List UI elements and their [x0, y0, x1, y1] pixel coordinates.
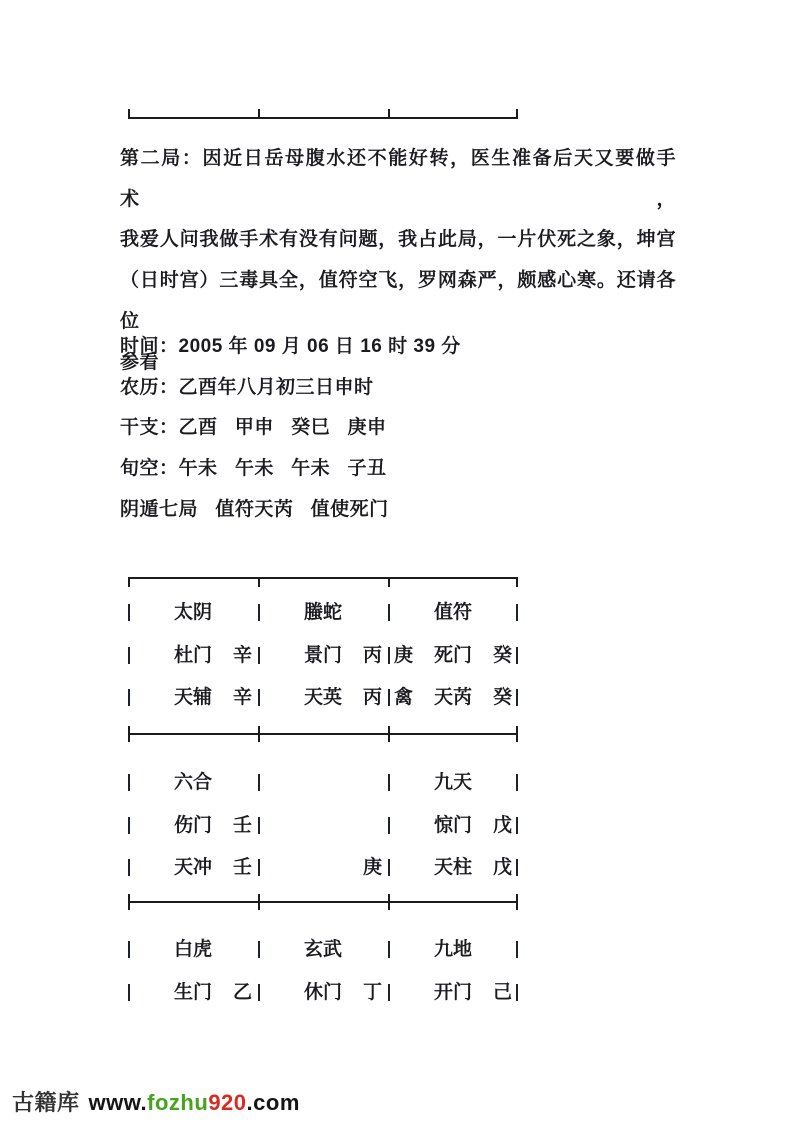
cell-divider-bar — [516, 774, 518, 791]
cell-center-text: 六合 — [173, 772, 212, 793]
cell-left-text — [264, 646, 286, 666]
chart-row — [128, 603, 518, 623]
chart-cell — [394, 603, 512, 623]
cell-divider-bar — [258, 774, 260, 791]
cell-left-text — [264, 603, 286, 623]
cell-right-text: 丙 — [362, 687, 382, 708]
cell-center-text: 景门 — [303, 645, 342, 666]
cell-right-text: 癸 — [492, 645, 512, 666]
paragraph-line: （日时宫）三毒具全，值符空飞，罗网森严，颇感心寒。还请各位 — [120, 270, 676, 332]
cell-divider-bar — [258, 941, 260, 958]
site-watermark-reflection — [12, 1109, 300, 1119]
chart-cell — [394, 773, 512, 793]
cell-right-text: 癸 — [492, 687, 512, 708]
cell-divider-bar — [516, 941, 518, 958]
chart-cell — [394, 983, 512, 1003]
cell-divider-bar — [258, 689, 260, 706]
cell-divider-bar — [258, 604, 260, 621]
cell-right-text: 己 — [492, 982, 512, 1003]
cell-divider-bar — [388, 604, 390, 621]
cell-left-text — [264, 983, 286, 1003]
cell-center-text: 九天 — [433, 772, 472, 793]
cell-center-text: 死门 — [433, 645, 472, 666]
paragraph-line: 第二局：因近日岳母腹水还不能好转，医生准备后天又要做手术， — [120, 148, 676, 210]
cell-center-text: 休门 — [303, 982, 342, 1003]
cell-center-text: 天芮 — [433, 687, 472, 708]
cell-center-text: 天冲 — [173, 857, 212, 878]
cell-divider-bar — [388, 817, 390, 834]
chart-cell — [134, 983, 252, 1003]
cell-right-text: 乙 — [232, 982, 252, 1003]
cell-left-text — [264, 688, 286, 708]
cell-right-text — [360, 940, 382, 960]
cell-left-text — [264, 773, 286, 793]
cell-right-text — [360, 773, 382, 793]
cell-right-text — [360, 603, 382, 623]
watermark-tld: .com — [246, 1090, 300, 1115]
chart-row — [128, 688, 518, 708]
cell-right-text: 戊 — [492, 857, 512, 878]
chart-cell — [394, 940, 512, 960]
chart-cell — [134, 858, 252, 878]
cell-right-text — [490, 603, 512, 623]
chart-cell — [394, 816, 512, 836]
cell-left-text — [134, 858, 156, 878]
cell-left-text: 禽 — [394, 687, 414, 708]
cell-left-text — [394, 940, 416, 960]
chart-cell — [264, 983, 382, 1003]
cell-right-text: 丁 — [362, 982, 382, 1003]
cell-left-text — [394, 983, 416, 1003]
cell-divider-bar — [388, 689, 390, 706]
cell-divider-bar — [128, 817, 130, 834]
cell-left-text — [264, 816, 286, 836]
metadata-line: 干支：乙酉 甲申 癸巳 庚申 — [120, 417, 387, 439]
watermark-site: fozhu — [147, 1090, 209, 1115]
cell-left-text — [394, 858, 416, 878]
cell-right-text — [230, 603, 252, 623]
cell-divider-bar — [516, 859, 518, 876]
cell-left-text — [134, 646, 156, 666]
cell-divider-bar — [258, 647, 260, 664]
cell-center-text — [286, 858, 360, 878]
cell-center-text: 白虎 — [173, 939, 212, 960]
cell-divider-bar — [128, 604, 130, 621]
metadata-line: 农历：乙酉年八月初三日申时 — [120, 376, 374, 398]
cell-divider-bar — [516, 817, 518, 834]
watermark-brand: 古籍库 — [12, 1090, 80, 1115]
chart-cell — [394, 646, 512, 666]
cell-center-text: 太阴 — [173, 602, 212, 623]
cell-divider-bar — [128, 774, 130, 791]
cell-divider-bar — [388, 647, 390, 664]
metadata-line: 旬空：午未 午未 午未 子丑 — [120, 458, 387, 480]
chart-cell — [264, 940, 382, 960]
chart-row-separator — [128, 726, 518, 742]
cell-left-text — [264, 940, 286, 960]
cell-center-text: 螣蛇 — [303, 602, 342, 623]
previous-table-bottom-rule — [128, 109, 518, 119]
cell-center-text: 杜门 — [173, 645, 212, 666]
chart-row-separator — [128, 894, 518, 910]
rule-line — [128, 733, 518, 735]
cell-center-text: 天英 — [303, 687, 342, 708]
cell-divider-bar — [516, 984, 518, 1001]
chart-cell — [264, 773, 382, 793]
chart-row — [128, 646, 518, 666]
chart-cell — [264, 816, 382, 836]
cell-divider-bar — [516, 689, 518, 706]
cell-center-text: 天柱 — [433, 857, 472, 878]
cell-left-text — [264, 858, 286, 878]
cell-center-text: 玄武 — [303, 939, 342, 960]
rule-line — [128, 117, 518, 119]
cell-center-text: 九地 — [433, 939, 472, 960]
cell-left-text — [134, 688, 156, 708]
chart-row — [128, 940, 518, 960]
cell-right-text: 丙 — [362, 645, 382, 666]
watermark-number: 920 — [208, 1090, 247, 1115]
chart-cell — [134, 646, 252, 666]
cell-divider-bar — [258, 984, 260, 1001]
cell-left-text — [134, 983, 156, 1003]
cell-right-text: 庚 — [362, 857, 382, 878]
rule-line — [128, 577, 518, 579]
cell-right-text: 辛 — [232, 687, 252, 708]
cell-divider-bar — [388, 774, 390, 791]
cell-divider-bar — [128, 984, 130, 1001]
cell-left-text — [394, 773, 416, 793]
cell-center-text: 惊门 — [433, 815, 472, 836]
metadata-line: 时间：2005 年 09 月 06 日 16 时 39 分 — [120, 336, 461, 357]
cell-center-text: 天辅 — [173, 687, 212, 708]
cell-center-text — [286, 816, 360, 836]
chart-cell — [134, 773, 252, 793]
divination-metadata — [120, 327, 461, 531]
cell-left-text: 庚 — [394, 645, 414, 666]
paragraph-line: 我爱人问我做手术有没有问题，我占此局，一片伏死之象，坤宫 — [120, 229, 676, 251]
cell-divider-bar — [516, 647, 518, 664]
chart-cell — [134, 816, 252, 836]
chart-cell — [264, 646, 382, 666]
cell-divider-bar — [516, 604, 518, 621]
cell-right-text — [490, 940, 512, 960]
chart-row — [128, 983, 518, 1003]
cell-right-text — [230, 773, 252, 793]
chart-cell — [264, 858, 382, 878]
cell-right-text — [490, 773, 512, 793]
cell-left-text — [394, 603, 416, 623]
cell-center-text: 值符 — [433, 602, 472, 623]
cell-center-text: 开门 — [433, 982, 472, 1003]
metadata-line: 阴遁七局 值符天芮 值使死门 — [120, 498, 389, 520]
cell-left-text — [134, 816, 156, 836]
cell-center-text — [286, 773, 360, 793]
chart-row — [128, 773, 518, 793]
cell-center-text: 生门 — [173, 982, 212, 1003]
cell-right-text: 辛 — [232, 645, 252, 666]
cell-divider-bar — [128, 941, 130, 958]
cell-right-text: 壬 — [232, 857, 252, 878]
cell-left-text — [134, 940, 156, 960]
cell-divider-bar — [128, 859, 130, 876]
rule-line — [128, 901, 518, 903]
cell-right-text — [360, 816, 382, 836]
chart-cell — [264, 688, 382, 708]
chart-top-border — [128, 577, 518, 587]
chart-cell — [394, 688, 512, 708]
cell-divider-bar — [388, 984, 390, 1001]
cell-right-text: 戊 — [492, 815, 512, 836]
chart-cell — [134, 688, 252, 708]
cell-divider-bar — [128, 647, 130, 664]
cell-divider-bar — [388, 941, 390, 958]
cell-center-text: 伤门 — [173, 815, 212, 836]
cell-divider-bar — [388, 859, 390, 876]
cell-divider-bar — [258, 859, 260, 876]
cell-divider-bar — [258, 817, 260, 834]
cell-left-text — [134, 603, 156, 623]
cell-right-text — [230, 940, 252, 960]
chart-row — [128, 858, 518, 878]
cell-left-text — [134, 773, 156, 793]
cell-right-text: 壬 — [232, 815, 252, 836]
cell-divider-bar — [128, 689, 130, 706]
chart-cell — [134, 603, 252, 623]
chart-cell — [264, 603, 382, 623]
chart-cell — [394, 858, 512, 878]
watermark-www: www. — [88, 1090, 148, 1115]
chart-cell — [134, 940, 252, 960]
paragraph-line: 参看 — [120, 351, 160, 373]
cell-left-text — [394, 816, 416, 836]
chart-row — [128, 816, 518, 836]
